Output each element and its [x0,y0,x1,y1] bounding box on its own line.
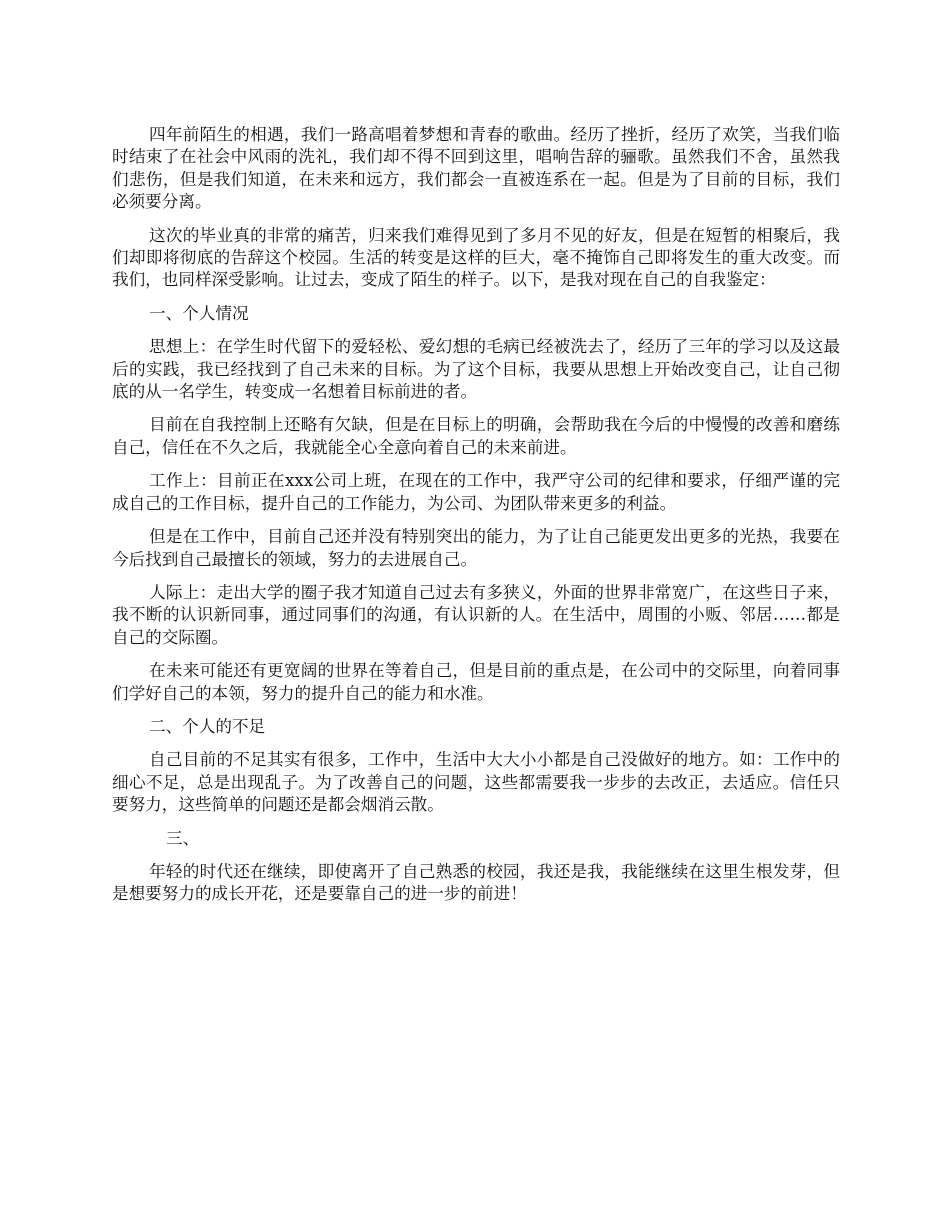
paragraph-intro: 四年前陌生的相遇，我们一路高唱着梦想和青春的歌曲。经历了挫折，经历了欢笑，当我们临时结束了在社会中风雨的洗礼，我们却不得不回到这里，唱响告辞的骊歌。虽然我们不舍，虽然我们悲伤，但是我们知道，在未来和远方，我们都会一直被连系在一起。但是为了目前的目标，我们必须要分离。 [112,125,840,212]
section-heading-shortcomings: 二、个人的不足 [149,716,266,736]
paragraph-interpersonal: 人际上：走出大学的圈子我才知道自己过去有多狭义，外面的世界非常宽广，在这些日子来，我不断的认识新同事，通过同事们的沟通，有认识新的人。在生活中，周围的小贩、邻居……都是自己的交际圈。 [112,582,840,647]
paragraph-graduation: 这次的毕业真的非常的痛苦，归来我们难得见到了多月不见的好友，但是在短暂的相聚后，我们却即将彻底的告辞这个校园。生活的转变是这样的巨大，毫不掩饰自己即将发生的重大改变。而我们，也同样深受影响。让过去，变成了陌生的样子。以下，是我对现在自己的自我鉴定： [112,225,840,290]
paragraph-conclusion: 年轻的时代还在继续，即使离开了自己熟悉的校园，我还是我，我能继续在这里生根发芽，但是想要努力的成长开花，还是要靠自己的进一步的前进！ [112,861,840,904]
paragraph-work-ability: 但是在工作中，目前自己还并没有特别突出的能力，为了让自己能更发出更多的光热，我要在今后找到自己最擅长的领域，努力的去进展自己。 [112,527,840,569]
paragraph-shortcomings: 自己目前的不足其实有很多，工作中，生活中大大小小都是自己没做好的地方。如：工作中的细心不足，总是出现乱子。为了改善自己的问题，这些都需要我一步步的去改正，去适应。信任只要努力，这些简单的问题还是都会烟消云散。 [112,750,840,815]
paragraph-thought: 思想上：在学生时代留下的爱轻松、爱幻想的毛病已经被洗去了，经历了三年的学习以及这最后的实践，我已经找到了自己未来的目标。为了这个目标，我要从思想上开始改变自己，让自己彻底的从一名学生，转变成一名想着目标前进的者。 [112,337,840,402]
paragraph-work: 工作上：目前正在xxx公司上班，在现在的工作中，我严守公司的纪律和要求，仔细严谨的完成自己的工作目标，提升自己的工作能力，为公司、为团队带来更多的利益。 [112,471,840,513]
document-body [112,124,840,917]
paragraph-future-world: 在未来可能还有更宽阔的世界在等着自己，但是目前的重点是，在公司中的交际里，向着同事们学好自己的本领，努力的提升自己的能力和水准。 [112,661,840,703]
section-heading-three: 三、 [166,828,200,848]
section-heading-personal-situation: 一、个人情况 [149,303,249,323]
paragraph-self-control: 目前在自我控制上还略有欠缺，但是在目标上的明确，会帮助我在今后的中慢慢的改善和磨练自己，信任在不久之后，我就能全心全意向着自己的未来前进。 [112,415,840,457]
